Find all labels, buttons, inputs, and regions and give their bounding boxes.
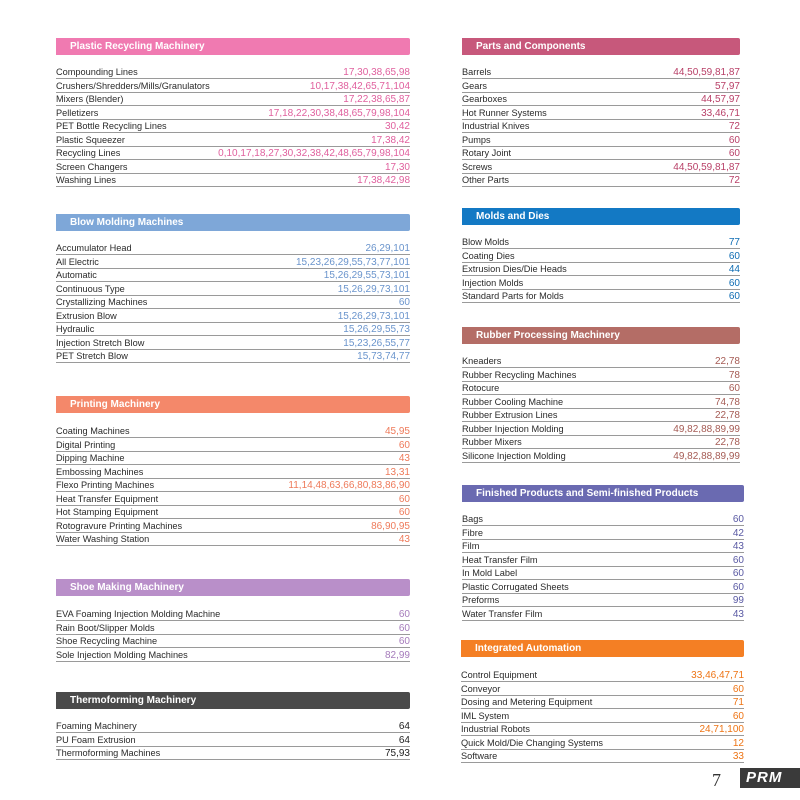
list-item bbox=[462, 160, 740, 173]
list-item bbox=[56, 479, 410, 492]
section-molds bbox=[462, 208, 740, 303]
section-header: Plastic Recycling Machinery bbox=[56, 38, 410, 55]
item-label: Sole Injection Molding Machines bbox=[56, 649, 188, 660]
item-label: Rotocure bbox=[462, 383, 500, 394]
list-item bbox=[462, 133, 740, 146]
item-label: Crushers/Shredders/Mills/Granulators bbox=[56, 80, 210, 91]
list-item bbox=[462, 66, 740, 79]
list-item bbox=[56, 648, 410, 661]
section-header: Integrated Automation bbox=[461, 640, 744, 657]
item-label: Quick Mold/Die Changing Systems bbox=[461, 737, 603, 748]
item-label: Gears bbox=[462, 80, 488, 91]
list-item bbox=[56, 492, 410, 505]
item-pages: 15,23,26,55,77 bbox=[343, 337, 410, 349]
item-pages: 17,38,42,98 bbox=[357, 174, 410, 186]
item-label: Industrial Robots bbox=[461, 724, 530, 735]
list-item bbox=[56, 79, 410, 92]
section-header: Finished Products and Semi-finished Products bbox=[462, 485, 744, 502]
item-label: PET Bottle Recycling Lines bbox=[56, 121, 167, 132]
logo-text: PRM bbox=[746, 769, 783, 786]
list-item bbox=[56, 621, 410, 634]
list-item bbox=[56, 147, 410, 160]
item-label: Control Equipment bbox=[461, 670, 538, 681]
item-pages: 22,78 bbox=[714, 356, 740, 368]
item-pages: 60 bbox=[728, 383, 740, 395]
item-pages: 60 bbox=[732, 568, 744, 580]
item-pages: 26,29,101 bbox=[365, 243, 410, 255]
list-item bbox=[56, 133, 410, 146]
item-pages: 45,95 bbox=[384, 426, 410, 438]
item-label: IML System bbox=[461, 710, 510, 721]
item-pages: 15,26,29,55,73,101 bbox=[323, 270, 410, 282]
item-label: Flexo Printing Machines bbox=[56, 480, 155, 491]
list-item bbox=[462, 594, 744, 607]
list-item bbox=[462, 93, 740, 106]
item-pages: 75,93 bbox=[384, 748, 410, 760]
item-pages: 12 bbox=[732, 737, 744, 749]
list-item bbox=[462, 422, 740, 435]
item-pages: 43 bbox=[398, 533, 410, 545]
item-pages: 57,97 bbox=[714, 80, 740, 92]
section-header: Parts and Components bbox=[462, 38, 740, 55]
item-label: Water Transfer Film bbox=[462, 608, 543, 619]
item-pages: 30,42 bbox=[384, 121, 410, 133]
item-label: Automatic bbox=[56, 270, 97, 281]
item-pages: 60 bbox=[732, 581, 744, 593]
list-item bbox=[56, 747, 410, 760]
item-pages: 78 bbox=[728, 369, 740, 381]
item-label: Rubber Cooling Machine bbox=[462, 396, 564, 407]
item-label: Plastic Squeezer bbox=[56, 134, 125, 145]
item-pages: 77 bbox=[728, 237, 740, 249]
item-label: Preforms bbox=[462, 595, 500, 606]
list-item bbox=[56, 160, 410, 173]
item-pages: 15,26,29,73,101 bbox=[337, 283, 410, 295]
item-label: Coating Machines bbox=[56, 426, 130, 437]
item-label: Crystallizing Machines bbox=[56, 297, 148, 308]
item-label: Other Parts bbox=[462, 174, 509, 185]
item-label: Hydraulic bbox=[56, 324, 95, 335]
list-item bbox=[56, 336, 410, 349]
section-header: Thermoforming Machinery bbox=[56, 692, 410, 709]
item-label: Thermoforming Machines bbox=[56, 748, 161, 759]
item-label: Embossing Machines bbox=[56, 466, 144, 477]
section-blow-molding bbox=[56, 214, 410, 362]
item-label: Compounding Lines bbox=[56, 67, 138, 78]
item-pages: 86,90,95 bbox=[371, 520, 410, 532]
item-label: Dipping Machine bbox=[56, 453, 125, 464]
section-rubber bbox=[462, 327, 740, 462]
item-label: Fibre bbox=[462, 527, 483, 538]
list-item bbox=[462, 290, 740, 303]
item-pages: 22,78 bbox=[714, 410, 740, 422]
item-pages: 72 bbox=[728, 121, 740, 133]
item-label: Extrusion Blow bbox=[56, 310, 117, 321]
item-label: PU Foam Extrusion bbox=[56, 734, 136, 745]
item-label: Foaming Machinery bbox=[56, 721, 137, 732]
list-item bbox=[462, 526, 744, 539]
list-item bbox=[462, 147, 740, 160]
list-item bbox=[462, 553, 744, 566]
item-pages: 15,26,29,55,73 bbox=[343, 324, 410, 336]
list-item bbox=[56, 66, 410, 79]
item-pages: 43 bbox=[732, 608, 744, 620]
item-label: Shoe Recycling Machine bbox=[56, 636, 158, 647]
list-item bbox=[462, 540, 744, 553]
item-label: Heat Transfer Film bbox=[462, 554, 538, 565]
prm-logo bbox=[740, 768, 800, 788]
item-label: Pumps bbox=[462, 134, 491, 145]
item-label: Rotogravure Printing Machines bbox=[56, 520, 183, 531]
item-pages: 24,71,100 bbox=[699, 724, 744, 736]
item-label: Rotary Joint bbox=[462, 148, 512, 159]
item-pages: 44,50,59,81,87 bbox=[673, 67, 740, 79]
list-item bbox=[462, 567, 744, 580]
item-pages: 33,46,71 bbox=[701, 107, 740, 119]
list-item bbox=[56, 120, 410, 133]
item-pages: 17,22,38,65,87 bbox=[343, 94, 410, 106]
list-item bbox=[462, 513, 744, 526]
list-item bbox=[462, 382, 740, 395]
list-item bbox=[462, 449, 740, 462]
item-pages: 15,73,74,77 bbox=[357, 350, 410, 362]
list-item bbox=[462, 276, 740, 289]
item-pages: 0,10,17,18,27,30,32,38,42,48,65,79,98,104 bbox=[218, 148, 410, 160]
item-label: EVA Foaming Injection Molding Machine bbox=[56, 609, 221, 620]
item-pages: 17,38,42 bbox=[371, 134, 410, 146]
item-pages: 60 bbox=[728, 134, 740, 146]
item-pages: 64 bbox=[398, 734, 410, 746]
item-pages: 60 bbox=[732, 554, 744, 566]
list-item bbox=[56, 309, 410, 322]
list-item bbox=[56, 425, 410, 438]
item-pages: 49,82,88,89,99 bbox=[673, 423, 740, 435]
item-label: Hot Stamping Equipment bbox=[56, 507, 159, 518]
list-item bbox=[461, 709, 744, 722]
section-parts bbox=[462, 38, 740, 186]
item-pages: 60 bbox=[398, 297, 410, 309]
item-label: Accumulator Head bbox=[56, 243, 132, 254]
section-finished bbox=[462, 485, 744, 620]
item-label: Screws bbox=[462, 161, 493, 172]
list-item bbox=[56, 93, 410, 106]
item-pages: 60 bbox=[398, 493, 410, 505]
item-pages: 44 bbox=[728, 264, 740, 276]
item-label: Pelletizers bbox=[56, 107, 99, 118]
item-pages: 22,78 bbox=[714, 437, 740, 449]
item-label: Injection Molds bbox=[462, 277, 524, 288]
item-pages: 60 bbox=[728, 250, 740, 262]
item-label: Dosing and Metering Equipment bbox=[461, 697, 593, 708]
list-item bbox=[56, 720, 410, 733]
item-pages: 60 bbox=[728, 291, 740, 303]
item-pages: 82,99 bbox=[384, 649, 410, 661]
list-item bbox=[56, 174, 410, 187]
list-item bbox=[462, 106, 740, 119]
section-thermoforming bbox=[56, 692, 410, 760]
item-label: Rubber Mixers bbox=[462, 437, 522, 448]
item-pages: 60 bbox=[398, 609, 410, 621]
section-printing bbox=[56, 396, 410, 545]
section-plastic-recycling bbox=[56, 38, 410, 186]
list-item bbox=[56, 106, 410, 119]
item-pages: 49,82,88,89,99 bbox=[673, 450, 740, 462]
item-label: Coating Dies bbox=[462, 250, 515, 261]
item-pages: 60 bbox=[398, 636, 410, 648]
item-label: Rubber Recycling Machines bbox=[462, 369, 577, 380]
list-item bbox=[461, 736, 744, 749]
item-pages: 60 bbox=[732, 683, 744, 695]
item-label: Software bbox=[461, 751, 498, 762]
list-item bbox=[462, 580, 744, 593]
item-pages: 43 bbox=[398, 453, 410, 465]
list-item bbox=[56, 635, 410, 648]
page-number: 7 bbox=[712, 770, 721, 790]
list-item bbox=[56, 506, 410, 519]
item-pages: 99 bbox=[732, 595, 744, 607]
list-item bbox=[56, 733, 410, 746]
item-label: Hot Runner Systems bbox=[462, 107, 547, 118]
list-item bbox=[462, 607, 744, 620]
list-item bbox=[461, 723, 744, 736]
item-label: Water Washing Station bbox=[56, 533, 150, 544]
item-label: Blow Molds bbox=[462, 237, 509, 248]
item-pages: 71 bbox=[732, 697, 744, 709]
list-item bbox=[462, 355, 740, 368]
item-label: Heat Transfer Equipment bbox=[56, 493, 159, 504]
item-label: Conveyor bbox=[461, 683, 501, 694]
list-item bbox=[462, 263, 740, 276]
item-label: Continuous Type bbox=[56, 283, 125, 294]
item-pages: 15,26,29,73,101 bbox=[337, 310, 410, 322]
list-item bbox=[56, 269, 410, 282]
item-pages: 42 bbox=[732, 527, 744, 539]
section-automation bbox=[461, 640, 744, 763]
section-header: Molds and Dies bbox=[462, 208, 740, 225]
item-label: Injection Stretch Blow bbox=[56, 337, 145, 348]
item-label: Film bbox=[462, 541, 480, 552]
list-item bbox=[56, 533, 410, 546]
list-item bbox=[462, 79, 740, 92]
item-label: Washing Lines bbox=[56, 174, 116, 185]
list-item bbox=[461, 750, 744, 763]
item-pages: 10,17,38,42,65,71,104 bbox=[309, 80, 410, 92]
item-pages: 33 bbox=[732, 751, 744, 763]
item-pages: 60 bbox=[732, 710, 744, 722]
item-label: Screen Changers bbox=[56, 161, 128, 172]
list-item bbox=[56, 608, 410, 621]
item-pages: 44,50,59,81,87 bbox=[673, 161, 740, 173]
item-label: Rubber Extrusion Lines bbox=[462, 410, 558, 421]
list-item bbox=[462, 436, 740, 449]
list-item bbox=[462, 174, 740, 187]
item-label: PET Stretch Blow bbox=[56, 350, 128, 361]
item-label: Gearboxes bbox=[462, 94, 507, 105]
list-item bbox=[56, 255, 410, 268]
item-pages: 33,46,47,71 bbox=[691, 670, 744, 682]
section-header: Rubber Processing Machinery bbox=[462, 327, 740, 344]
section-header: Blow Molding Machines bbox=[56, 214, 410, 231]
item-label: Silicone Injection Molding bbox=[462, 450, 566, 461]
list-item bbox=[462, 368, 740, 381]
list-item bbox=[56, 282, 410, 295]
item-label: In Mold Label bbox=[462, 568, 518, 579]
list-item bbox=[462, 395, 740, 408]
section-shoe-making bbox=[56, 579, 410, 661]
item-label: Recycling Lines bbox=[56, 148, 121, 159]
item-label: Kneaders bbox=[462, 356, 502, 367]
list-item bbox=[56, 438, 410, 451]
item-label: Industrial Knives bbox=[462, 121, 530, 132]
item-label: Plastic Corrugated Sheets bbox=[462, 581, 569, 592]
item-pages: 17,30,38,65,98 bbox=[343, 67, 410, 79]
item-label: All Electric bbox=[56, 256, 99, 267]
item-pages: 13,31 bbox=[384, 466, 410, 478]
item-pages: 74,78 bbox=[714, 396, 740, 408]
list-item bbox=[56, 519, 410, 532]
item-label: Barrels bbox=[462, 67, 492, 78]
item-pages: 60 bbox=[398, 439, 410, 451]
item-pages: 72 bbox=[728, 174, 740, 186]
list-item bbox=[56, 452, 410, 465]
list-item bbox=[56, 323, 410, 336]
section-header: Shoe Making Machinery bbox=[56, 579, 410, 596]
item-label: Extrusion Dies/Die Heads bbox=[462, 264, 567, 275]
item-pages: 17,30 bbox=[384, 161, 410, 173]
list-item bbox=[461, 696, 744, 709]
item-pages: 60 bbox=[398, 507, 410, 519]
list-item bbox=[462, 120, 740, 133]
section-header: Printing Machinery bbox=[56, 396, 410, 413]
list-item bbox=[56, 350, 410, 363]
list-item bbox=[56, 242, 410, 255]
item-label: Bags bbox=[462, 514, 483, 525]
item-pages: 60 bbox=[732, 514, 744, 526]
list-item bbox=[56, 296, 410, 309]
item-pages: 43 bbox=[732, 541, 744, 553]
item-pages: 60 bbox=[398, 622, 410, 634]
item-label: Rain Boot/Slipper Molds bbox=[56, 622, 155, 633]
list-item bbox=[56, 465, 410, 478]
item-label: Mixers (Blender) bbox=[56, 94, 124, 105]
item-pages: 11,14,48,63,66,80,83,86,90 bbox=[288, 480, 410, 492]
list-item bbox=[462, 409, 740, 422]
item-label: Rubber Injection Molding bbox=[462, 423, 564, 434]
item-pages: 15,23,26,29,55,73,77,101 bbox=[296, 256, 410, 268]
list-item bbox=[461, 669, 744, 682]
list-item bbox=[461, 682, 744, 695]
item-label: Standard Parts for Molds bbox=[462, 291, 564, 302]
item-pages: 60 bbox=[728, 277, 740, 289]
item-pages: 60 bbox=[728, 148, 740, 160]
list-item bbox=[462, 236, 740, 249]
item-pages: 17,18,22,30,38,48,65,79,98,104 bbox=[268, 107, 410, 119]
item-pages: 44,57,97 bbox=[701, 94, 740, 106]
list-item bbox=[462, 249, 740, 262]
item-label: Digital Printing bbox=[56, 439, 116, 450]
item-pages: 64 bbox=[398, 721, 410, 733]
